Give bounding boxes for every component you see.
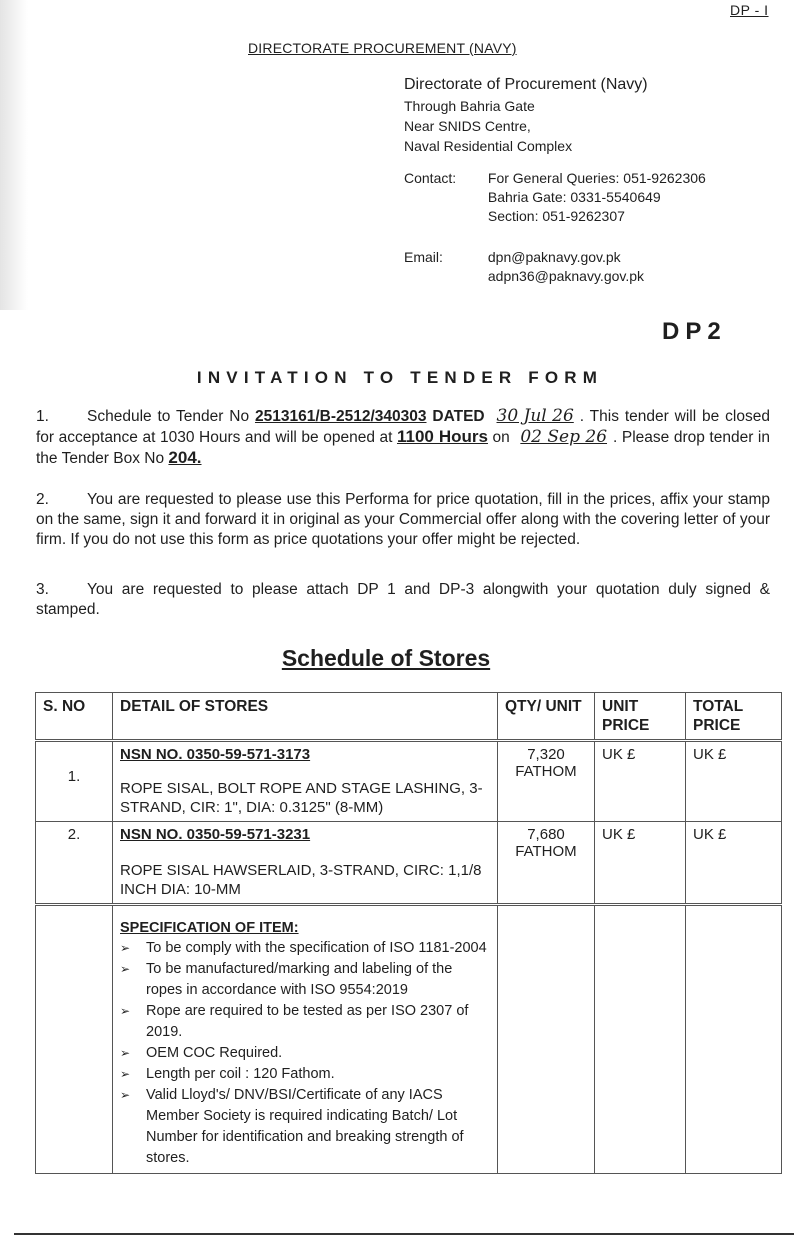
header-sno: S. NO [36,693,113,741]
row-1-detail [113,741,498,822]
spec-item: ➢ To be manufactured/marking and labeling of the ropes in accordance with ISO 9554:2019 [120,959,490,1001]
contact-block [404,169,706,226]
row-2-qty-value: 7,680 [527,826,565,843]
row-2-total-price: UK £ [686,822,782,905]
email-label: Email: [404,249,443,265]
bottom-rule [14,1233,794,1235]
paragraph-3 [36,580,770,620]
row-2-nsn: NSN NO. 0350-59-571-3231 [120,826,311,843]
row-1-unit: FATHOM [515,763,577,780]
address-line-1: Through Bahria Gate [404,98,535,114]
paragraph-1-pre: Schedule to Tender No [87,408,250,425]
header-total-price: TOTAL PRICE [686,693,782,741]
table-header-row [36,693,782,741]
form-title: INVITATION TO TENDER FORM [196,368,604,387]
spec-heading: SPECIFICATION OF ITEM: [120,920,299,936]
spec-detail [113,905,498,1174]
address-block [404,74,648,156]
stores-table [35,692,782,1174]
row-1-nsn: NSN NO. 0350-59-571-3173 [120,746,311,763]
row-1-sno: 1. [36,741,113,822]
paragraph-2-text: You are requested to please use this Performa for price quotation, fill in the prices, affix your stamp on the same, sign it and forward it in original as your Commercial offer along with the covering letter of your firm. If you do not use this form as price quotations your offer might be rejected. [36,491,770,548]
spec-unit-price-empty [595,905,686,1174]
header-unit-price: UNIT PRICE [595,693,686,741]
spec-item: ➢ OEM COC Required. [120,1043,490,1064]
opening-date: 02 Sep 26 [520,427,608,447]
paragraph-3-text: You are requested to please attach DP 1 and DP-3 alongwith your quotation duly signed & stamped. [36,581,770,618]
address-line-3: Naval Residential Complex [404,138,573,154]
spec-list [120,938,490,1169]
schedule-title: Schedule of Stores [281,645,491,671]
address-line-2: Near SNIDS Centre, [404,118,531,134]
tender-date: 30 Jul 26 [496,406,574,426]
page-reference: DP - I [730,2,769,18]
spec-sno-empty [36,905,113,1174]
row-2-unit-price: UK £ [595,822,686,905]
paragraph-1-end: . Please drop tender in the Tender Box No [36,429,770,467]
table-row-specification [36,905,782,1174]
email-block [404,248,644,286]
paragraph-3-number: 3. [36,581,49,598]
email-1: dpn@paknavy.gov.pk [487,249,621,265]
paragraph-1-mid: . This tender will be closed for acceptance at 1030 Hours and will be opened at [36,408,770,446]
spec-total-price-empty [686,905,782,1174]
spec-item: ➢ Valid Lloyd's/ DNV/BSI/Certificate of any IACS Member Society is required indicating Batch/ Lot Number for identification and breaking strength of stores. [120,1085,490,1169]
paragraph-2-number: 2. [36,491,49,508]
tender-box-number: 204. [168,448,202,467]
row-2-detail [113,822,498,905]
row-1-qty [498,741,595,822]
row-2-unit: FATHOM [515,843,577,860]
row-1-total-price: UK £ [686,741,782,822]
form-code: DP2 [662,318,727,345]
dated-label: DATED [432,408,485,425]
spec-item: ➢ Rope are required to be tested as per ISO 2307 of 2019. [120,1001,490,1043]
address-name: Directorate of Procurement (Navy) [404,76,648,93]
contact-label: Contact: [404,170,457,186]
paragraph-2 [36,490,770,550]
paragraph-1 [36,406,770,469]
spec-item: ➢ Length per coil : 120 Fathom. [120,1064,490,1085]
table-row [36,822,782,905]
tender-number: 2513161/B-2512/340303 [254,408,427,425]
contact-general: For General Queries: 051-9262306 [487,170,706,186]
paragraph-1-number: 1. [36,408,49,425]
contact-section: Section: 051-9262307 [487,208,625,224]
row-1-unit-price: UK £ [595,741,686,822]
header-detail: DETAIL OF STORES [113,693,498,741]
opening-time: 1100 Hours [396,427,488,446]
table-row [36,741,782,822]
row-1-qty-value: 7,320 [527,746,565,763]
email-2: adpn36@paknavy.gov.pk [487,268,645,284]
spec-qty-empty [498,905,595,1174]
header-qty: QTY/ UNIT [498,693,595,741]
scan-shadow [0,0,28,310]
spec-item: ➢ To be comply with the specification of ISO 1181-2004 [120,938,490,959]
contact-bahria: Bahria Gate: 0331-5540649 [487,189,661,205]
row-1-description: ROPE SISAL, BOLT ROPE AND STAGE LASHING, 3-STRAND, CIR: 1", DIA: 0.3125" (8-MM) [120,780,483,816]
row-2-description: ROPE SISAL HAWSERLAID, 3-STRAND, CIRC: 1,1/8 INCH DIA: 10-MM [120,862,482,898]
paragraph-1-on: on [492,429,510,446]
organization-heading: DIRECTORATE PROCUREMENT (NAVY) [248,40,517,56]
row-2-qty [498,822,595,905]
row-2-sno: 2. [36,822,113,905]
